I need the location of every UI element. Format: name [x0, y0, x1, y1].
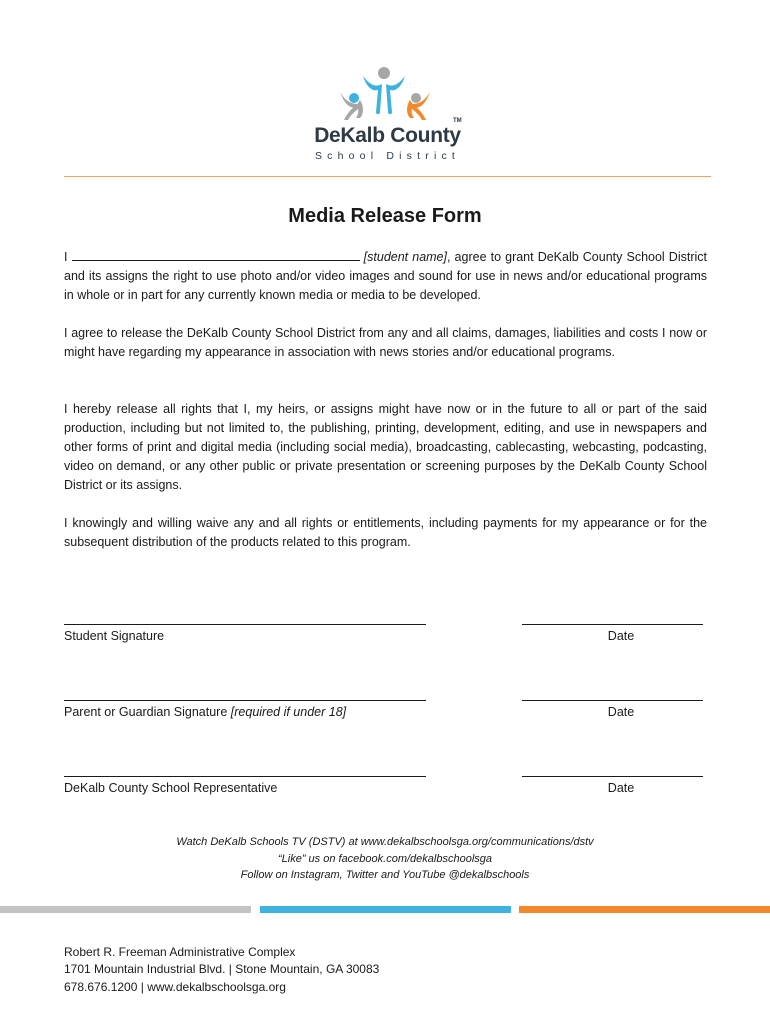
parent-signature-line[interactable]: [64, 700, 426, 701]
header-divider: [64, 176, 711, 177]
student-date-label: Date: [607, 629, 635, 643]
student-name-blank[interactable]: [72, 248, 360, 261]
people-logo-icon: [300, 62, 475, 122]
logo-name: DeKalb County: [314, 124, 461, 147]
footer-bar-blue: [260, 906, 511, 913]
footer-bar-orange: [519, 906, 770, 913]
parent-date-label: Date: [607, 705, 635, 719]
address-complex: Robert R. Freeman Administrative Complex: [64, 945, 296, 959]
waiver-paragraph: I knowingly and willing waive any and all rights or entitlements, including payments for my appearance or for the subsequent distribution of the products related to this program.: [64, 516, 707, 549]
district-logo: [300, 62, 475, 162]
consent-text: , agree to grant DeKalb County School District and its assigns the right to use photo and/or video images and sound for use in news and/or educational programs in whole or in part for any currently known media or media to be developed.: [64, 250, 707, 302]
footer-facebook-line: “Like” us on facebook.com/dekalbschoolsga: [277, 853, 492, 865]
consent-paragraph: [64, 248, 707, 305]
footer-bar-gray: [0, 906, 251, 913]
release-claims-paragraph: I agree to release the DeKalb County School District from any and all claims, damages, liabilities and costs I now or might have regarding my appearance in association with news stories and/or educational programs.: [64, 326, 707, 359]
representative-date-line[interactable]: [522, 776, 703, 777]
parent-date-line[interactable]: [522, 700, 703, 701]
footer-dstv-line: Watch DeKalb Schools TV (DSTV) at www.dekalbschoolsga.org/communications/dstv: [176, 836, 594, 848]
student-signature-label: Student Signature: [64, 629, 165, 643]
footer-social-line: Follow on Instagram, Twitter and YouTube @dekalbschools: [240, 869, 530, 881]
page-title: Media Release Form: [288, 205, 482, 227]
parent-signature-note: [required if under 18]: [230, 705, 347, 719]
representative-signature-line[interactable]: [64, 776, 426, 777]
address-street: 1701 Mountain Industrial Blvd. | Stone Mountain, GA 30083: [64, 962, 380, 976]
student-signature-line[interactable]: [64, 624, 426, 625]
representative-date-label: Date: [607, 781, 635, 795]
address-contact: 678.676.1200 | www.dekalbschoolsga.org: [64, 980, 286, 994]
representative-signature-label: DeKalb County School Representative: [64, 781, 278, 795]
consent-prefix: I: [64, 250, 68, 264]
logo-subtitle: School District: [314, 150, 461, 162]
release-rights-paragraph: I hereby release all rights that I, my heirs, or assigns might have now or in the future to all or part of the said production, including but not limited to, the publishing, printing, development, editing, and use in newspapers and other forms of print and digital media (including social media), broadcasting, cablecasting, webcasting, podcasting, video on demand, or any other public or private presentation or screening purposes by the DeKalb County School District or its assigns.: [64, 402, 707, 492]
student-name-hint: [student name]: [363, 250, 447, 264]
student-date-line[interactable]: [522, 624, 703, 625]
trademark-mark: TM: [453, 118, 462, 124]
parent-signature-text: Parent or Guardian Signature: [64, 705, 228, 719]
parent-signature-label: [64, 705, 346, 719]
